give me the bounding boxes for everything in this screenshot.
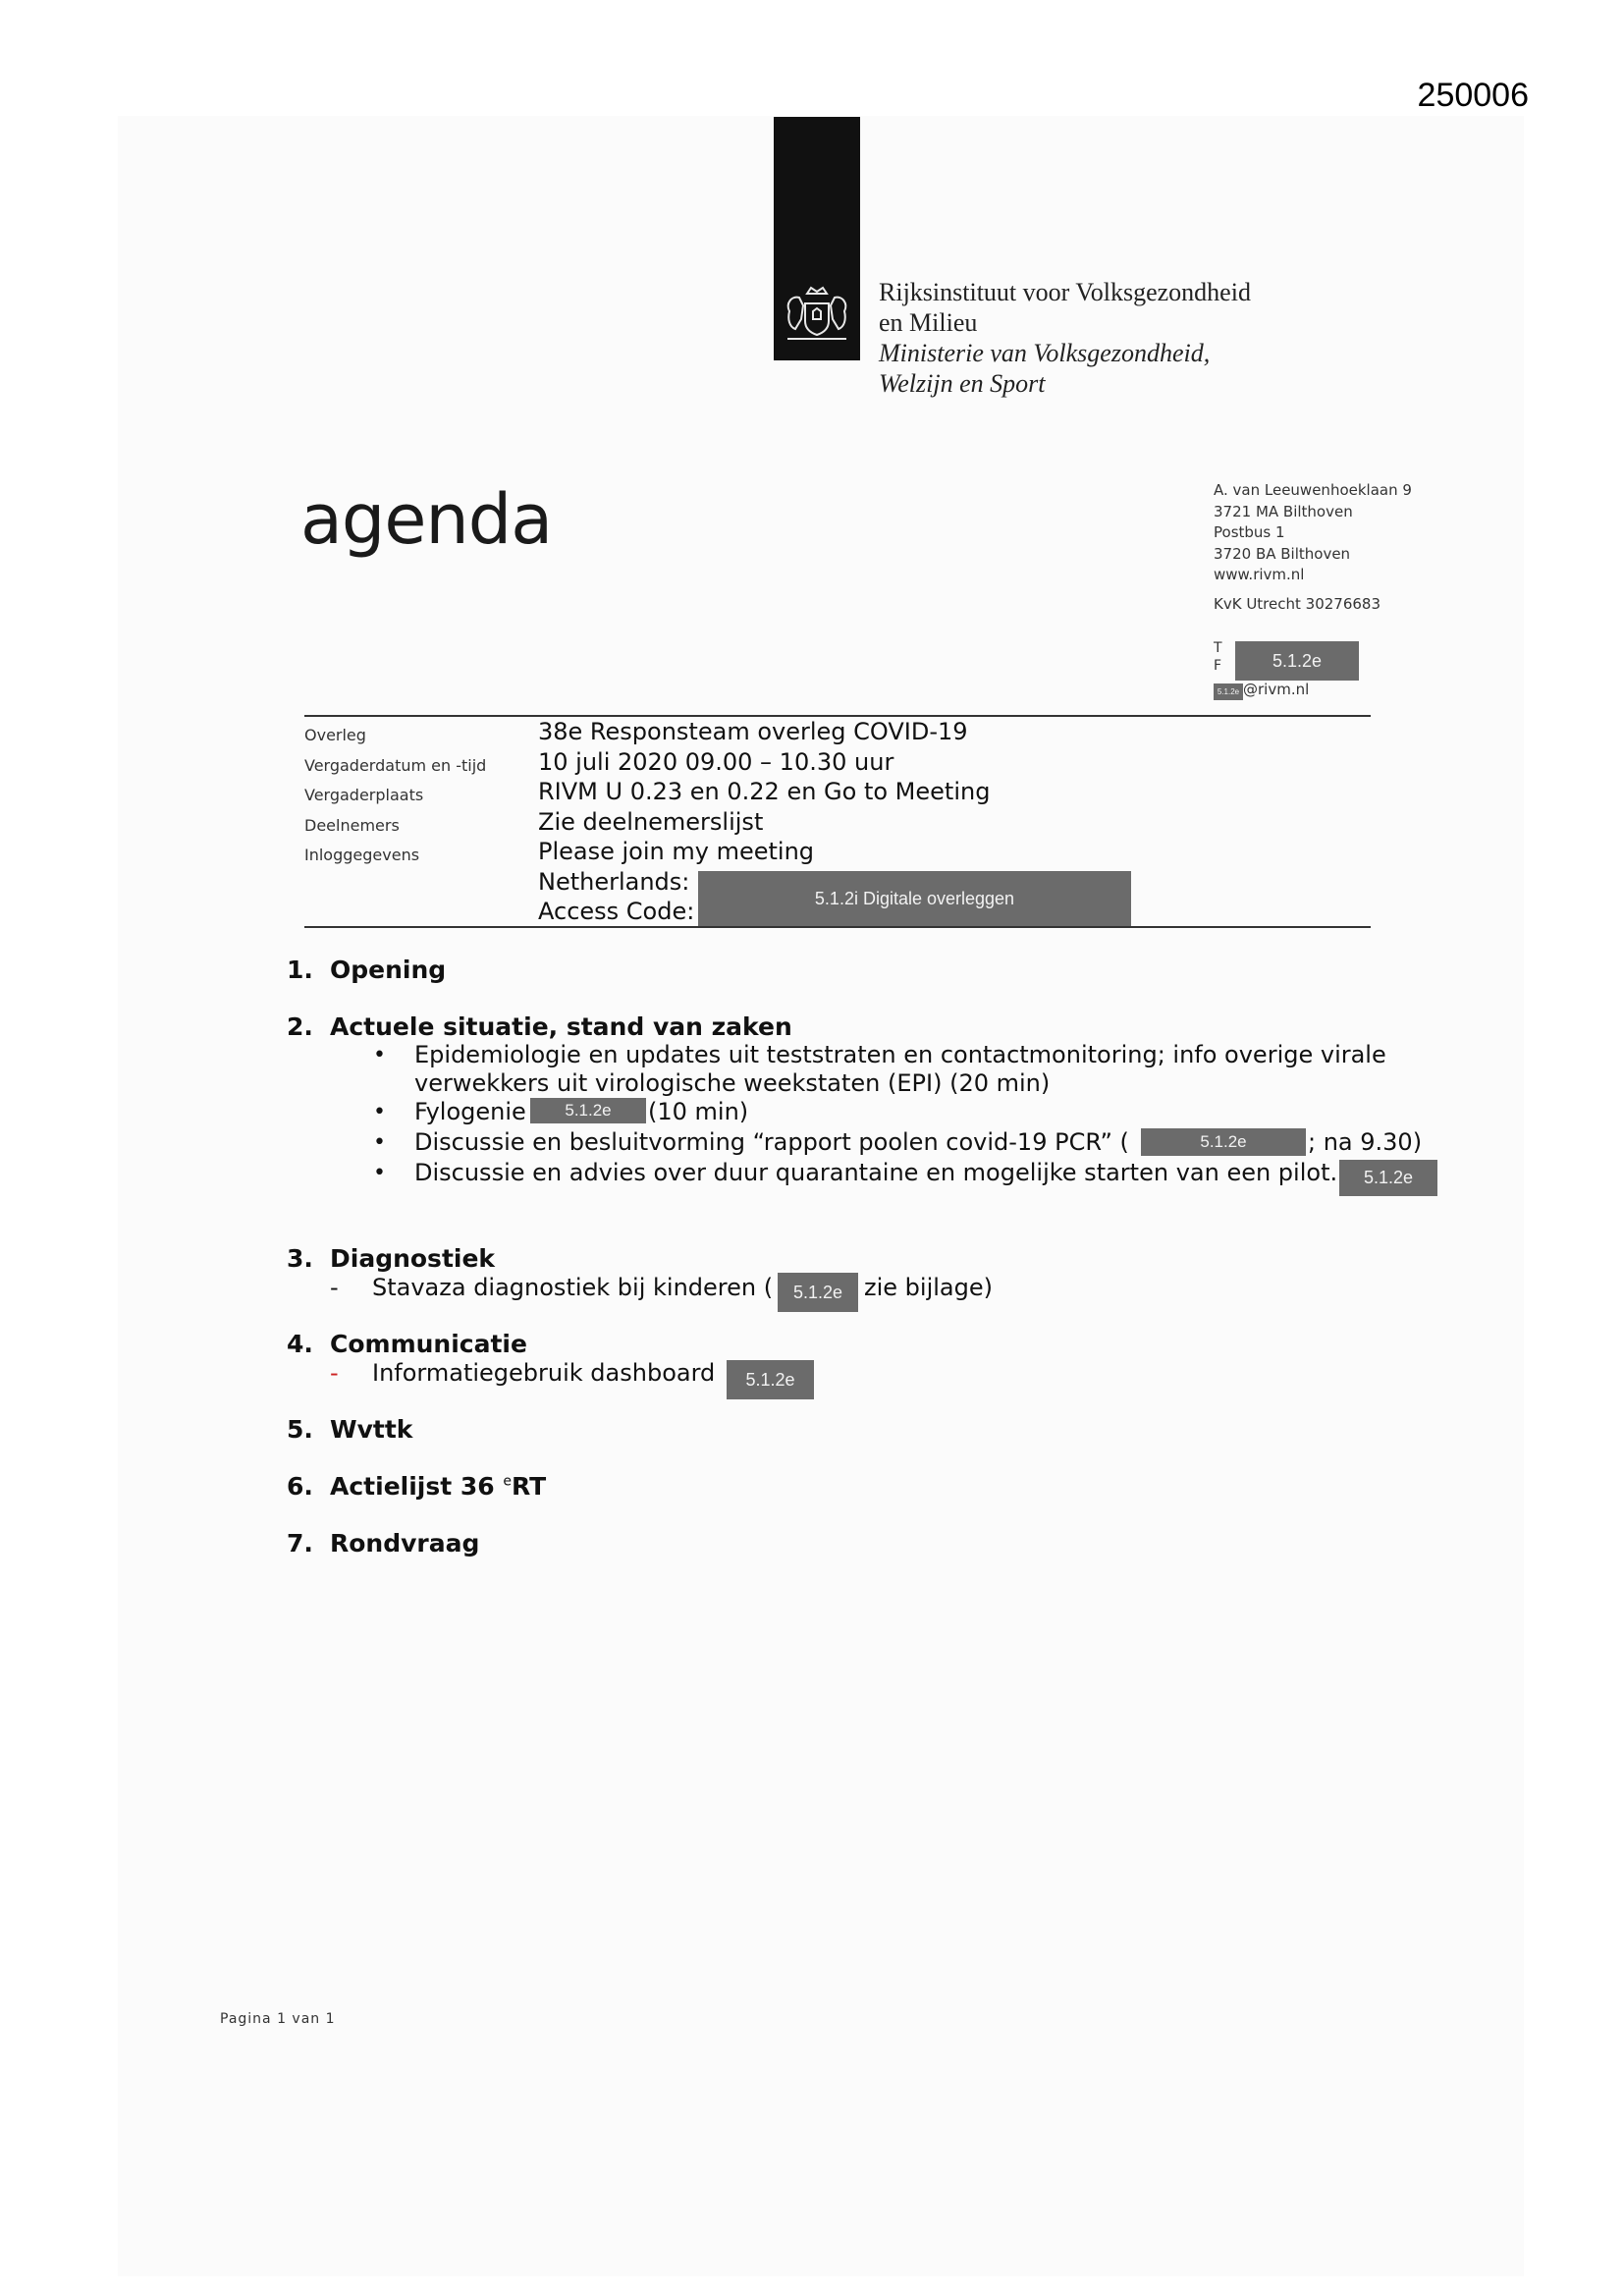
item-3-sub-text: Stavaza diagnostiek bij kinderen ( xyxy=(372,1274,774,1301)
item-2-number: 2. xyxy=(287,1012,313,1041)
item-2-bullet-3-time: ; na 9.30) xyxy=(1308,1128,1423,1156)
rijksoverheid-logo-bar xyxy=(774,117,860,360)
item-4-number: 4. xyxy=(287,1330,313,1358)
value-join-meeting: Please join my meeting xyxy=(538,838,815,865)
bullet-2: • xyxy=(373,1100,386,1124)
item-6-number: 6. xyxy=(287,1472,313,1501)
phone-redaction: 5.1.2e xyxy=(1235,641,1359,681)
label-overleg: Overleg xyxy=(304,726,366,744)
label-inloggegevens: Inloggegevens xyxy=(304,846,420,864)
dash-2: - xyxy=(330,1359,339,1387)
organization-name xyxy=(879,277,1251,399)
org-line-2: en Milieu xyxy=(879,308,978,337)
agenda-item-3 xyxy=(287,1244,495,1273)
item-3-number: 3. xyxy=(287,1244,313,1273)
phone-fax-labels xyxy=(1214,639,1222,675)
bullet-3: • xyxy=(373,1130,386,1155)
coat-of-arms-icon xyxy=(780,282,854,345)
item-1-title: Opening xyxy=(330,956,447,984)
item-2-bullet-3-text: Discussie en besluitvorming “rapport poolen covid-19 PCR” ( xyxy=(414,1128,1129,1156)
agenda-item-1 xyxy=(287,956,446,984)
quarantaine-redaction: 5.1.2e xyxy=(1339,1160,1437,1196)
agenda-item-5 xyxy=(287,1415,412,1444)
page-footer: Pagina 1 van 1 xyxy=(220,2011,336,2027)
poolen-redaction: 5.1.2e xyxy=(1141,1128,1306,1156)
item-2-bullet-4-text: Discussie en advies over duur quarantaine en mogelijke starten van een pilot. xyxy=(414,1159,1338,1186)
item-5-number: 5. xyxy=(287,1415,313,1444)
item-6-title-suffix: RT xyxy=(512,1472,547,1501)
value-deelnemers: Zie deelnemerslijst xyxy=(538,807,764,836)
agenda-item-2 xyxy=(287,1012,792,1041)
agenda-item-6 xyxy=(287,1472,546,1501)
value-vergaderplaats: RIVM U 0.23 en 0.22 en Go to Meeting xyxy=(538,778,991,805)
table-bottom-rule xyxy=(304,926,1371,928)
fax-label: F xyxy=(1214,658,1222,674)
value-access-code: Access Code: xyxy=(538,898,695,925)
bullet-4: • xyxy=(373,1161,386,1185)
fylogenie-redaction: 5.1.2e xyxy=(530,1098,646,1123)
item-6-title: Actielijst 36 xyxy=(330,1472,495,1501)
item-4-title: Communicatie xyxy=(330,1330,527,1358)
item-3-title: Diagnostiek xyxy=(330,1244,496,1273)
item-4-sub-text: Informatiegebruik dashboard xyxy=(372,1359,716,1387)
item-2-bullet-2-text: Fylogenie xyxy=(414,1098,526,1125)
dashboard-redaction: 5.1.2e xyxy=(727,1360,814,1399)
address-website: www.rivm.nl xyxy=(1214,566,1305,583)
page-sheet xyxy=(118,116,1524,2276)
label-vergaderdatum: Vergaderdatum en -tijd xyxy=(304,755,487,775)
document-title: agenda xyxy=(300,479,553,560)
email-redaction: 5.1.2e xyxy=(1214,683,1243,700)
agenda-item-7 xyxy=(287,1529,479,1558)
login-redaction: 5.1.2i Digitale overleggen xyxy=(698,871,1131,926)
address-postbus: Postbus 1 xyxy=(1214,523,1285,541)
meeting-labels xyxy=(304,721,486,871)
phone-label: T xyxy=(1214,640,1222,656)
item-2-bullet-1-line-2: verwekkers uit virologische weekstaten (EPI) (20 min) xyxy=(414,1069,1051,1097)
org-line-4: Welzijn en Sport xyxy=(879,369,1046,398)
label-vergaderplaats: Vergaderplaats xyxy=(304,786,424,804)
value-overleg: 38e Responsteam overleg COVID-19 xyxy=(538,718,968,745)
item-2-bullet-1-line-1: Epidemiologie en updates uit teststraten en contactmonitoring; info overige virale xyxy=(414,1041,1386,1068)
item-3-sub-bijlage: zie bijlage) xyxy=(864,1274,993,1301)
address-block xyxy=(1214,480,1412,615)
address-postcode: 3721 MA Bilthoven xyxy=(1214,502,1353,520)
label-deelnemers: Deelnemers xyxy=(304,815,400,835)
diagnostiek-redaction: 5.1.2e xyxy=(778,1273,858,1312)
address-kvk: KvK Utrecht 30276683 xyxy=(1214,594,1380,613)
agenda-item-4 xyxy=(287,1330,527,1358)
dash-1: - xyxy=(330,1274,339,1301)
item-5-title: Wvttk xyxy=(330,1415,413,1444)
value-vergaderdatum: 10 juli 2020 09.00 – 10.30 uur xyxy=(538,747,894,776)
item-2-title: Actuele situatie, stand van zaken xyxy=(330,1012,792,1041)
address-street: A. van Leeuwenhoeklaan 9 xyxy=(1214,481,1412,499)
document-number: 250006 xyxy=(1417,77,1529,114)
item-7-title: Rondvraag xyxy=(330,1529,480,1558)
org-line-3: Ministerie van Volksgezondheid, xyxy=(879,339,1211,367)
email-domain: @rivm.nl xyxy=(1243,681,1310,698)
item-2-bullet-2-duration: (10 min) xyxy=(648,1098,749,1125)
value-netherlands: Netherlands: xyxy=(538,867,690,896)
item-7-number: 7. xyxy=(287,1529,313,1558)
org-line-1: Rijksinstituut voor Volksgezondheid xyxy=(879,278,1251,306)
address-postbus-postcode: 3720 BA Bilthoven xyxy=(1214,544,1351,563)
bullet-1: • xyxy=(373,1043,386,1067)
item-6-superscript: e xyxy=(503,1473,513,1490)
item-1-number: 1. xyxy=(287,956,313,984)
